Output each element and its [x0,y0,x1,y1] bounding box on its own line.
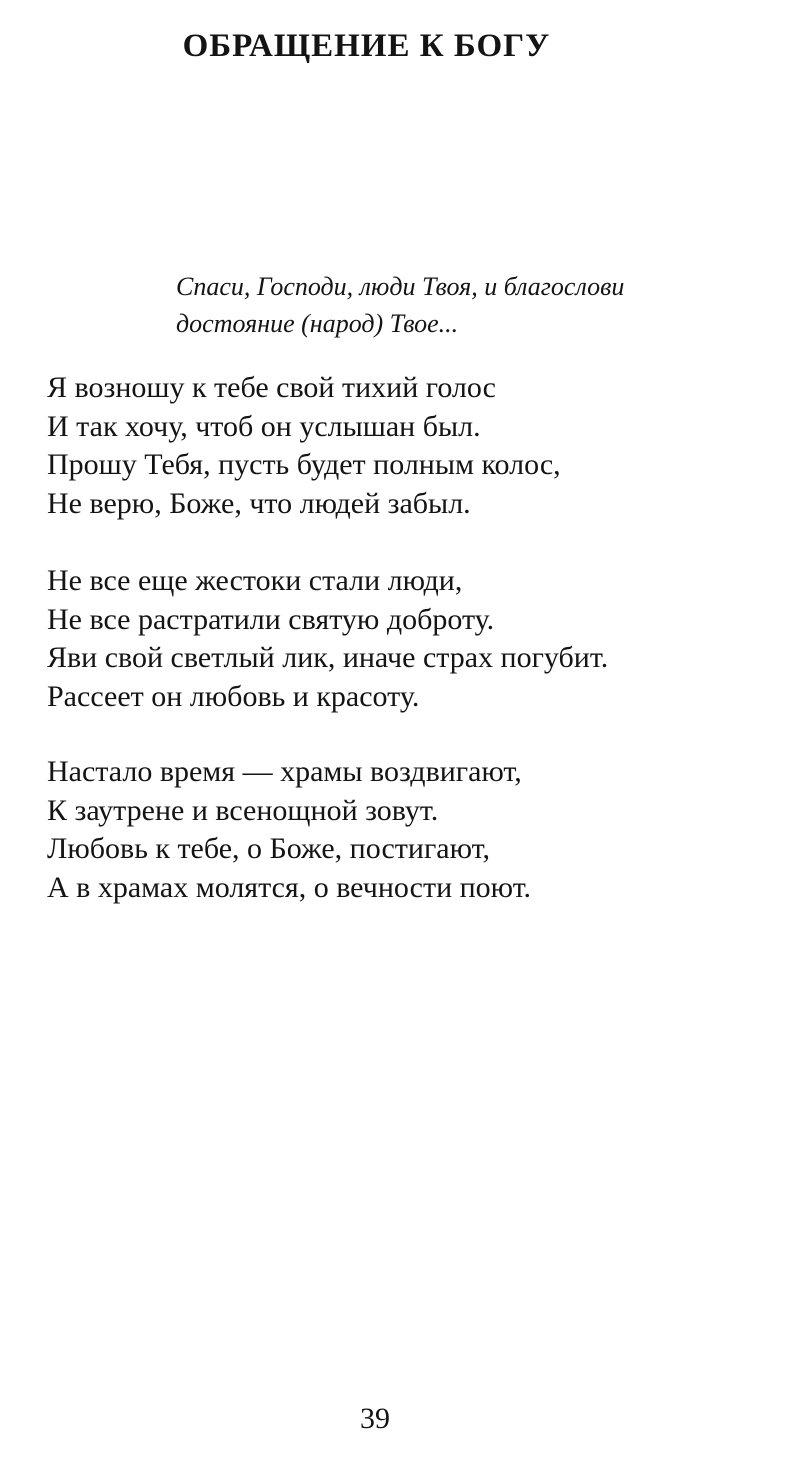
verse-line: И так хочу, чтоб он услышан был. [47,409,481,443]
stanza-3 [47,753,787,907]
epigraph-line: достояние (народ) Твое... [176,309,459,338]
page-number: 39 [360,1402,390,1435]
verse-line: Я возношу к тебе свой тихий голос [47,371,496,404]
epigraph-line: Спаси, Господи, люди Твоя, и благослови [176,272,625,301]
verse-line: Прошу Тебя, пусть будет полным колос, [47,448,561,481]
stanza-1 [47,369,787,523]
verse-line: Настало время — храмы воздвигают, [47,755,522,788]
stanza-2 [47,562,787,716]
verse-line: Рассеет он любовь и красоту. [47,679,420,713]
poem-title: ОБРАЩЕНИЕ К БОГУ [182,28,551,64]
verse-line: Любовь к тебе, о Боже, постигают, [47,832,490,865]
verse-line: Не все растратили святую доброту. [47,602,495,636]
verse-line: Не все еще жестоки стали люди, [47,564,463,597]
verse-line: Яви свой светлый лик, иначе страх погубит. [47,641,609,674]
verse-line: А в храмах молятся, о вечности поют. [47,870,532,904]
epigraph [176,268,776,342]
verse-line: К заутрене и всенощной зовут. [47,793,439,827]
verse-line: Не верю, Боже, что людей забыл. [47,486,471,520]
